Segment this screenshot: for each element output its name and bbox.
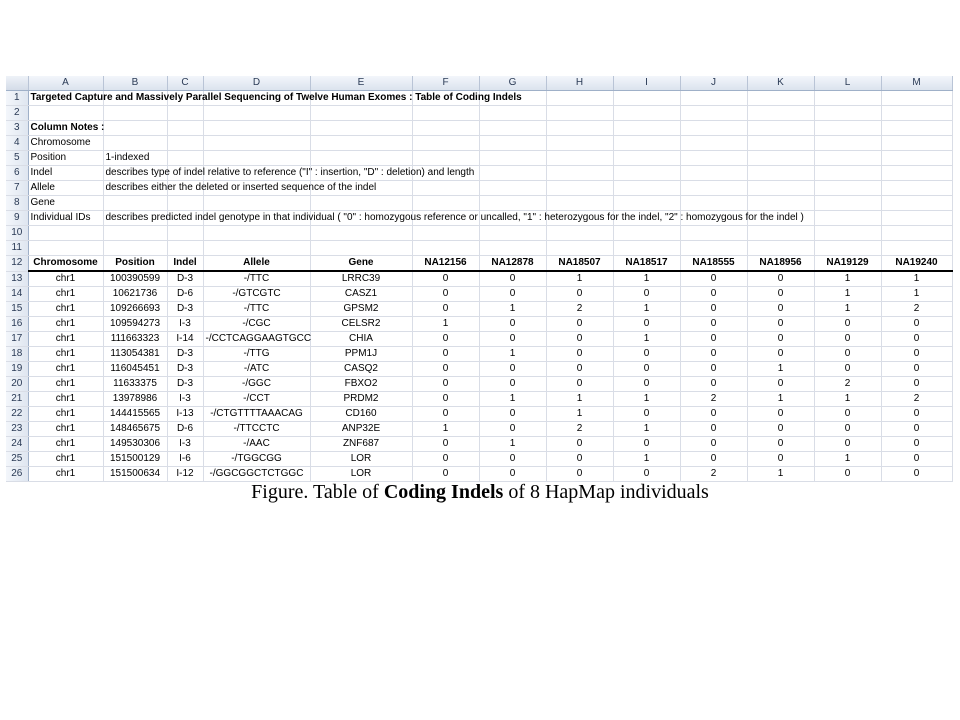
table-cell[interactable]: 1 xyxy=(613,452,680,467)
table-cell[interactable]: 0 xyxy=(546,362,613,377)
table-row xyxy=(6,452,952,467)
column-header-row xyxy=(6,76,952,91)
row-header[interactable]: 13 xyxy=(6,271,28,287)
table-cell[interactable]: chr1 xyxy=(28,332,103,347)
note-desc-cell[interactable]: describes either the deleted or inserted sequence of the indel xyxy=(103,181,167,196)
table-cell[interactable]: chr1 xyxy=(28,362,103,377)
table-cell[interactable]: D-6 xyxy=(167,422,203,437)
table-cell[interactable]: 0 xyxy=(613,347,680,362)
table-cell[interactable]: 0 xyxy=(546,452,613,467)
table-cell[interactable]: 0 xyxy=(412,452,479,467)
figure-caption xyxy=(0,481,960,504)
table-cell[interactable]: 0 xyxy=(412,302,479,317)
table-cell[interactable]: PRDM2 xyxy=(310,392,412,407)
table-cell[interactable]: 0 xyxy=(479,377,546,392)
table-cell[interactable]: -/CGC xyxy=(203,317,310,332)
table-cell[interactable]: 0 xyxy=(747,452,814,467)
note-desc-cell[interactable] xyxy=(103,136,167,151)
table-cell[interactable]: 0 xyxy=(814,407,881,422)
table-cell[interactable]: 0 xyxy=(680,347,747,362)
table-cell[interactable]: 0 xyxy=(613,407,680,422)
table-cell[interactable]: 0 xyxy=(479,332,546,347)
table-cell[interactable]: 1 xyxy=(479,437,546,452)
table-header-cell[interactable]: NA19129 xyxy=(814,256,881,272)
table-header-cell[interactable]: Position xyxy=(103,256,167,272)
table-cell[interactable]: LOR xyxy=(310,467,412,482)
table-cell[interactable]: 0 xyxy=(747,377,814,392)
table-cell[interactable]: 2 xyxy=(546,422,613,437)
note-desc-cell[interactable]: describes predicted indel genotype in that individual ( "0" : homozygous reference or uncalled, "1" : heterozygous for the indel, "2" : homozygous for the indel ) xyxy=(103,211,167,226)
table-cell[interactable]: LOR xyxy=(310,452,412,467)
table-cell[interactable]: D-3 xyxy=(167,302,203,317)
table-cell[interactable]: CASQ2 xyxy=(310,362,412,377)
table-cell[interactable]: chr1 xyxy=(28,347,103,362)
table-cell[interactable]: 0 xyxy=(680,437,747,452)
table-cell[interactable]: 0 xyxy=(412,437,479,452)
column-header[interactable]: H xyxy=(546,76,613,91)
sheet-row xyxy=(6,211,952,226)
table-cell[interactable]: 0 xyxy=(546,317,613,332)
table-row xyxy=(6,317,952,332)
table-row xyxy=(6,287,952,302)
table-cell[interactable]: 0 xyxy=(881,377,952,392)
table-cell[interactable]: -/GTCGTC xyxy=(203,287,310,302)
table-cell[interactable]: 113054381 xyxy=(103,347,167,362)
table-cell[interactable]: GPSM2 xyxy=(310,302,412,317)
row-header[interactable]: 4 xyxy=(6,136,28,151)
table-row xyxy=(6,271,952,287)
table-cell[interactable]: 0 xyxy=(814,362,881,377)
caption-bold: Coding Indels xyxy=(383,481,504,503)
table-cell[interactable]: 0 xyxy=(680,407,747,422)
table-cell[interactable]: ZNF687 xyxy=(310,437,412,452)
table-cell[interactable]: 0 xyxy=(479,287,546,302)
table-cell[interactable]: 0 xyxy=(814,437,881,452)
table-cell[interactable]: 0 xyxy=(680,317,747,332)
table-cell[interactable]: 149530306 xyxy=(103,437,167,452)
table-header-cell[interactable]: Gene xyxy=(310,256,412,272)
table-cell[interactable]: 0 xyxy=(412,467,479,482)
table-header-cell[interactable]: Allele xyxy=(203,256,310,272)
table-cell[interactable]: 0 xyxy=(747,347,814,362)
table-header-cell[interactable]: Chromosome xyxy=(28,256,103,272)
table-cell[interactable]: 1 xyxy=(479,302,546,317)
table-cell[interactable]: 1 xyxy=(479,347,546,362)
table-cell[interactable]: 1 xyxy=(546,407,613,422)
table-cell[interactable]: D-3 xyxy=(167,362,203,377)
table-cell[interactable]: 1 xyxy=(881,271,952,287)
column-header[interactable]: E xyxy=(310,76,412,91)
row-header[interactable]: 12 xyxy=(6,256,28,272)
note-desc-cell[interactable] xyxy=(103,196,167,211)
table-cell[interactable]: 0 xyxy=(412,362,479,377)
table-cell[interactable]: 1 xyxy=(412,317,479,332)
table-cell[interactable]: CELSR2 xyxy=(310,317,412,332)
table-cell[interactable]: 0 xyxy=(680,271,747,287)
table-cell[interactable]: 111663323 xyxy=(103,332,167,347)
table-cell[interactable]: -/TGGCGG xyxy=(203,452,310,467)
row-header[interactable]: 21 xyxy=(6,392,28,407)
spreadsheet-grid[interactable] xyxy=(6,76,952,479)
table-cell[interactable]: 0 xyxy=(613,287,680,302)
table-cell[interactable]: 2 xyxy=(881,392,952,407)
column-header[interactable]: B xyxy=(103,76,167,91)
sheet-row xyxy=(6,91,952,106)
table-header-row xyxy=(6,256,952,272)
table-cell[interactable]: 0 xyxy=(546,467,613,482)
row-header[interactable]: 16 xyxy=(6,317,28,332)
table-cell[interactable]: I-3 xyxy=(167,437,203,452)
indel-rows xyxy=(6,271,952,482)
table-header-cell[interactable]: NA18507 xyxy=(546,256,613,272)
table-cell[interactable]: 148465675 xyxy=(103,422,167,437)
table-cell[interactable]: 2 xyxy=(881,302,952,317)
table-cell[interactable]: 0 xyxy=(747,422,814,437)
table-cell[interactable]: 1 xyxy=(814,302,881,317)
row-header[interactable]: 9 xyxy=(6,211,28,226)
table-cell[interactable]: 1 xyxy=(747,392,814,407)
row-header[interactable]: 1 xyxy=(6,91,28,106)
table-cell[interactable]: 0 xyxy=(479,467,546,482)
table-cell[interactable]: 1 xyxy=(412,422,479,437)
table-cell[interactable]: 0 xyxy=(479,422,546,437)
table-cell[interactable]: FBXO2 xyxy=(310,377,412,392)
table-cell[interactable]: 1 xyxy=(613,271,680,287)
table-header-cell[interactable]: NA12878 xyxy=(479,256,546,272)
table-cell[interactable]: D-3 xyxy=(167,271,203,287)
table-cell[interactable]: 0 xyxy=(814,422,881,437)
table-cell[interactable]: 0 xyxy=(479,271,546,287)
table-cell[interactable]: I-14 xyxy=(167,332,203,347)
table-cell[interactable]: 0 xyxy=(680,377,747,392)
table-cell[interactable]: -/AAC xyxy=(203,437,310,452)
table-cell[interactable]: 0 xyxy=(613,437,680,452)
row-header[interactable]: 20 xyxy=(6,377,28,392)
sheet-row xyxy=(6,196,952,211)
table-cell[interactable]: 0 xyxy=(881,467,952,482)
table-cell[interactable]: 109594273 xyxy=(103,317,167,332)
table-header-cell[interactable]: NA18956 xyxy=(747,256,814,272)
table-cell[interactable]: -/CCTCAGGAAGTGCC xyxy=(203,332,310,347)
table-cell[interactable]: 0 xyxy=(680,422,747,437)
table-cell[interactable]: 0 xyxy=(680,452,747,467)
table-cell[interactable]: 1 xyxy=(479,392,546,407)
table-cell[interactable]: LRRC39 xyxy=(310,271,412,287)
note-name-cell[interactable]: Chromosome xyxy=(28,136,103,151)
table-cell[interactable]: D-3 xyxy=(167,377,203,392)
table-cell[interactable]: 0 xyxy=(814,332,881,347)
sheet-row xyxy=(6,166,952,181)
table-cell[interactable]: 0 xyxy=(546,347,613,362)
table-cell[interactable]: I-3 xyxy=(167,392,203,407)
table-cell[interactable]: chr1 xyxy=(28,287,103,302)
column-header[interactable]: F xyxy=(412,76,479,91)
table-header-cell[interactable]: NA18555 xyxy=(680,256,747,272)
row-header[interactable]: 24 xyxy=(6,437,28,452)
table-cell[interactable]: chr1 xyxy=(28,437,103,452)
table-cell[interactable]: 1 xyxy=(613,302,680,317)
table-cell[interactable]: 0 xyxy=(412,407,479,422)
table-cell[interactable]: 0 xyxy=(881,347,952,362)
spreadsheet-table xyxy=(6,76,953,482)
table-cell[interactable]: 2 xyxy=(814,377,881,392)
table-cell[interactable]: 1 xyxy=(747,362,814,377)
table-row xyxy=(6,467,952,482)
row-header[interactable]: 6 xyxy=(6,166,28,181)
table-cell[interactable]: 0 xyxy=(747,437,814,452)
table-cell[interactable]: 0 xyxy=(881,422,952,437)
table-cell[interactable]: 0 xyxy=(814,347,881,362)
table-cell[interactable]: 0 xyxy=(613,362,680,377)
table-cell[interactable]: PPM1J xyxy=(310,347,412,362)
table-cell[interactable]: 1 xyxy=(546,392,613,407)
table-row xyxy=(6,392,952,407)
table-cell[interactable]: CHIA xyxy=(310,332,412,347)
table-cell[interactable]: I-6 xyxy=(167,452,203,467)
column-header[interactable]: K xyxy=(747,76,814,91)
table-cell[interactable]: 100390599 xyxy=(103,271,167,287)
table-row xyxy=(6,302,952,317)
column-header[interactable]: D xyxy=(203,76,310,91)
table-cell[interactable]: chr1 xyxy=(28,392,103,407)
table-cell[interactable]: CD160 xyxy=(310,407,412,422)
row-header[interactable]: 25 xyxy=(6,452,28,467)
table-cell[interactable]: -/GGC xyxy=(203,377,310,392)
row-header[interactable]: 15 xyxy=(6,302,28,317)
note-name-cell[interactable]: Gene xyxy=(28,196,103,211)
table-cell[interactable]: I-13 xyxy=(167,407,203,422)
table-cell[interactable]: 0 xyxy=(881,332,952,347)
table-cell[interactable]: 1 xyxy=(814,392,881,407)
table-cell[interactable]: 1 xyxy=(613,332,680,347)
table-cell[interactable]: 0 xyxy=(881,362,952,377)
column-header[interactable]: I xyxy=(613,76,680,91)
table-cell[interactable]: 0 xyxy=(412,347,479,362)
table-row xyxy=(6,362,952,377)
column-header[interactable]: J xyxy=(680,76,747,91)
sheet-row xyxy=(6,121,952,136)
sheet-row xyxy=(6,151,952,166)
table-cell[interactable]: 1 xyxy=(546,271,613,287)
row-header[interactable]: 22 xyxy=(6,407,28,422)
table-cell[interactable]: 0 xyxy=(546,437,613,452)
table-cell[interactable]: 1 xyxy=(814,287,881,302)
sheet-row xyxy=(6,181,952,196)
table-header-cell[interactable]: Indel xyxy=(167,256,203,272)
row-header[interactable]: 3 xyxy=(6,121,28,136)
table-cell[interactable]: 2 xyxy=(680,392,747,407)
sheet-row xyxy=(6,226,952,241)
row-header[interactable]: 26 xyxy=(6,467,28,482)
table-cell[interactable]: 0 xyxy=(479,407,546,422)
notes-heading-cell[interactable]: Column Notes : xyxy=(28,121,103,136)
table-cell[interactable]: 0 xyxy=(680,302,747,317)
row-header[interactable]: 5 xyxy=(6,151,28,166)
table-cell[interactable]: 0 xyxy=(680,287,747,302)
column-header[interactable]: A xyxy=(28,76,103,91)
table-cell[interactable]: 116045451 xyxy=(103,362,167,377)
table-cell[interactable]: chr1 xyxy=(28,467,103,482)
table-cell[interactable]: 0 xyxy=(412,332,479,347)
caption-prefix: Figure. Table of xyxy=(251,481,384,503)
row-header[interactable]: 11 xyxy=(6,241,28,256)
table-cell[interactable]: 151500634 xyxy=(103,467,167,482)
table-cell[interactable]: 0 xyxy=(747,302,814,317)
table-cell[interactable]: 0 xyxy=(613,317,680,332)
table-cell[interactable]: 0 xyxy=(747,407,814,422)
table-cell[interactable]: 13978986 xyxy=(103,392,167,407)
table-cell[interactable]: 0 xyxy=(613,377,680,392)
row-header[interactable]: 18 xyxy=(6,347,28,362)
sheet-row xyxy=(6,241,952,256)
table-cell[interactable]: -/TTC xyxy=(203,302,310,317)
table-cell[interactable]: 0 xyxy=(680,332,747,347)
table-cell[interactable]: 0 xyxy=(881,452,952,467)
table-cell[interactable]: 0 xyxy=(546,377,613,392)
table-cell[interactable]: 0 xyxy=(747,287,814,302)
table-cell[interactable]: 11633375 xyxy=(103,377,167,392)
row-header[interactable]: 23 xyxy=(6,422,28,437)
row-header[interactable]: 14 xyxy=(6,287,28,302)
table-cell[interactable]: 2 xyxy=(680,467,747,482)
table-cell[interactable]: 0 xyxy=(881,437,952,452)
table-cell[interactable]: 1 xyxy=(747,467,814,482)
table-cell[interactable]: 1 xyxy=(881,287,952,302)
table-cell[interactable]: I-12 xyxy=(167,467,203,482)
table-row xyxy=(6,422,952,437)
table-cell[interactable]: chr1 xyxy=(28,302,103,317)
table-cell[interactable]: 109266693 xyxy=(103,302,167,317)
row-header[interactable]: 7 xyxy=(6,181,28,196)
table-cell[interactable]: 0 xyxy=(747,317,814,332)
note-name-cell[interactable]: Allele xyxy=(28,181,103,196)
table-cell[interactable]: 0 xyxy=(814,467,881,482)
table-cell[interactable]: 0 xyxy=(881,317,952,332)
row-header[interactable]: 2 xyxy=(6,106,28,121)
table-cell[interactable]: 0 xyxy=(680,362,747,377)
table-row xyxy=(6,347,952,362)
table-cell[interactable]: chr1 xyxy=(28,452,103,467)
table-cell[interactable]: 0 xyxy=(747,271,814,287)
table-cell[interactable]: 0 xyxy=(479,317,546,332)
table-cell[interactable]: D-6 xyxy=(167,287,203,302)
table-cell[interactable]: 0 xyxy=(814,317,881,332)
table-cell[interactable]: 2 xyxy=(546,302,613,317)
sheet-title-cell[interactable]: Targeted Capture and Massively Parallel Sequencing of Twelve Human Exomes : Table of Coding Indels xyxy=(28,91,103,106)
table-cell[interactable]: 0 xyxy=(546,287,613,302)
column-header[interactable]: L xyxy=(814,76,881,91)
table-cell[interactable]: 1 xyxy=(613,392,680,407)
row-header[interactable]: 19 xyxy=(6,362,28,377)
table-cell[interactable]: chr1 xyxy=(28,271,103,287)
table-cell[interactable]: 0 xyxy=(412,271,479,287)
table-cell[interactable]: D-3 xyxy=(167,347,203,362)
table-cell[interactable]: 0 xyxy=(479,362,546,377)
note-name-cell[interactable]: Indel xyxy=(28,166,103,181)
table-cell[interactable]: chr1 xyxy=(28,407,103,422)
table-header-cell[interactable]: NA19240 xyxy=(881,256,952,272)
caption-suffix: of 8 HapMap individuals xyxy=(503,481,709,503)
table-cell[interactable]: -/CTGTTTTAAACAG xyxy=(203,407,310,422)
table-cell[interactable]: -/ATC xyxy=(203,362,310,377)
table-cell[interactable]: chr1 xyxy=(28,422,103,437)
table-cell[interactable]: 0 xyxy=(412,392,479,407)
table-row xyxy=(6,407,952,422)
table-cell[interactable]: CASZ1 xyxy=(310,287,412,302)
table-row xyxy=(6,332,952,347)
row-header[interactable]: 17 xyxy=(6,332,28,347)
sheet-row xyxy=(6,136,952,151)
table-cell[interactable]: 144415565 xyxy=(103,407,167,422)
table-cell[interactable]: 0 xyxy=(881,407,952,422)
table-cell[interactable]: 0 xyxy=(747,332,814,347)
table-cell[interactable]: 1 xyxy=(814,452,881,467)
note-desc-cell[interactable]: describes type of indel relative to reference ("I" : insertion, "D" : deletion) and length xyxy=(103,166,167,181)
column-header[interactable]: M xyxy=(881,76,952,91)
table-header-cell[interactable]: NA12156 xyxy=(412,256,479,272)
table-cell[interactable]: 0 xyxy=(546,332,613,347)
table-cell[interactable]: 1 xyxy=(814,271,881,287)
row-header[interactable]: 10 xyxy=(6,226,28,241)
row-header[interactable]: 8 xyxy=(6,196,28,211)
table-cell[interactable]: -/TTC xyxy=(203,271,310,287)
table-cell[interactable]: 10621736 xyxy=(103,287,167,302)
column-header[interactable]: G xyxy=(479,76,546,91)
table-cell[interactable]: -/TTG xyxy=(203,347,310,362)
table-row xyxy=(6,377,952,392)
table-cell[interactable]: 0 xyxy=(412,287,479,302)
table-cell[interactable]: ANP32E xyxy=(310,422,412,437)
sheet-row xyxy=(6,106,952,121)
table-cell[interactable]: 151500129 xyxy=(103,452,167,467)
note-name-cell[interactable]: Individual IDs xyxy=(28,211,103,226)
note-name-cell[interactable]: Position xyxy=(28,151,103,166)
column-header[interactable]: C xyxy=(167,76,203,91)
table-cell[interactable]: -/CCT xyxy=(203,392,310,407)
table-cell[interactable]: 0 xyxy=(412,377,479,392)
note-desc-cell[interactable]: 1-indexed xyxy=(103,151,167,166)
table-cell[interactable]: 0 xyxy=(479,452,546,467)
table-row xyxy=(6,437,952,452)
table-cell[interactable]: 0 xyxy=(613,467,680,482)
table-cell[interactable]: chr1 xyxy=(28,317,103,332)
table-cell[interactable]: -/GGCGGCTCTGGC xyxy=(203,467,310,482)
table-cell[interactable]: chr1 xyxy=(28,377,103,392)
select-all-corner[interactable] xyxy=(6,76,28,91)
table-cell[interactable]: -/TTCCTC xyxy=(203,422,310,437)
table-cell[interactable]: 1 xyxy=(613,422,680,437)
table-cell[interactable]: I-3 xyxy=(167,317,203,332)
table-header-cell[interactable]: NA18517 xyxy=(613,256,680,272)
